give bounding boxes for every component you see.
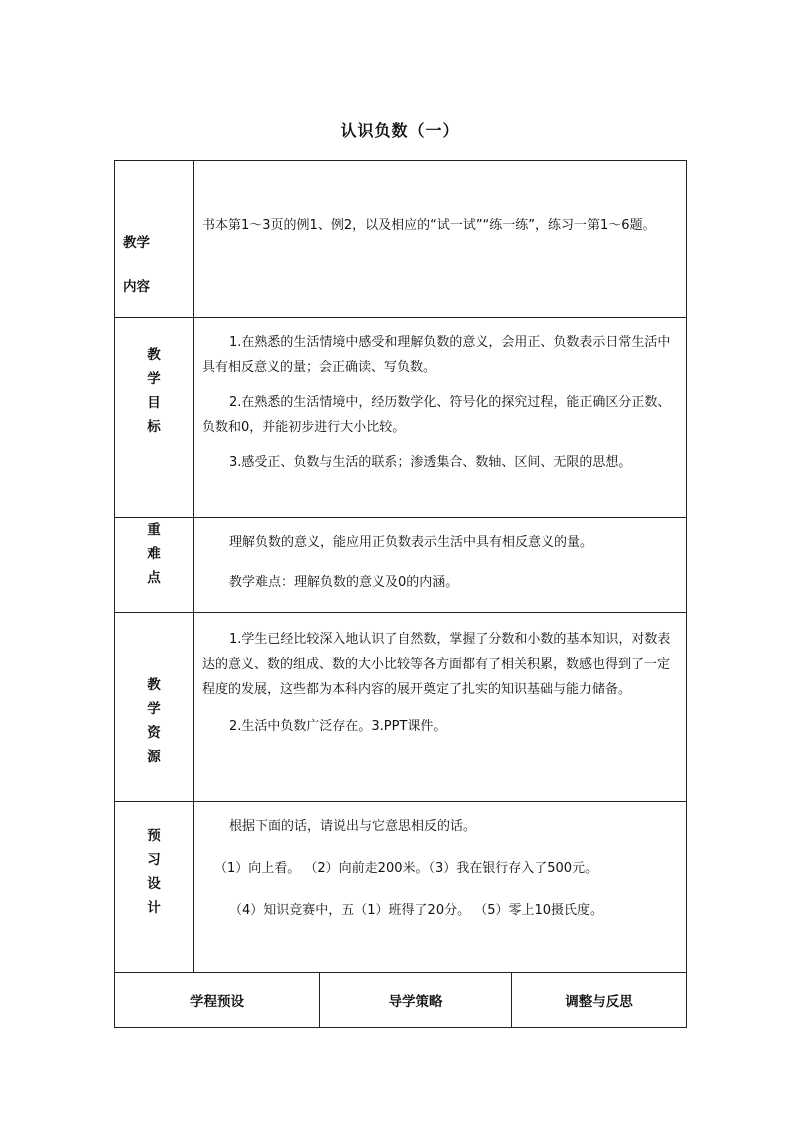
label-teaching-resources: 教 学 资 源 [115, 613, 194, 802]
teaching-goals-text: 1.在熟悉的生活情境中感受和理解负数的意义，会用正、负数表示日常生活中具有相反意义的量；会正确读、写负数。 2.在熟悉的生活情境中，经历数学化、符号化的探究过程，能正确区分正数、负数和0，并能初步进行大小比较。 3.感受正、负数与生活的联系；渗透集合、数轴、区间、无限的思想。 [194, 318, 687, 518]
row-footer-headers [115, 973, 687, 1028]
row-teaching-content [115, 161, 687, 318]
row-teaching-goals [115, 318, 687, 518]
label-preview-design: 预 习 设 计 [115, 802, 194, 973]
teaching-resources-text: 1.学生已经比较深入地认识了自然数，掌握了分数和小数的基本知识，对数表达的意义、数的组成、数的大小比较等各方面都有了相关积累，数感也得到了一定程度的发展，这些都为本科内容的展开奠定了扎实的知识基础与能力储备。 2.生活中负数广泛存在。3.PPT课件。 [194, 613, 687, 802]
lesson-plan-table [114, 160, 687, 1028]
teaching-content-text: 书本第1～3页的例1、例2，以及相应的“试一试”“练一练”，练习一第1～6题。 [194, 161, 687, 318]
header-guidance-strategy: 导学策略 [320, 973, 512, 1028]
label-teaching-goals: 教 学 目 标 [115, 318, 194, 518]
header-adjust-reflect: 调整与反思 [512, 973, 687, 1028]
preview-design-text: 根据下面的话，请说出与它意思相反的话。 （1）向上看。 （2）向前走200米。（3）我在银行存入了500元。 （4）知识竞赛中，五（1）班得了20分。 （5）零上10摄氏度。 [194, 802, 687, 973]
row-preview-design [115, 802, 687, 973]
row-key-points [115, 518, 687, 613]
row-teaching-resources [115, 613, 687, 802]
label-key-points: 重 难 点 [115, 518, 194, 613]
label-teaching-content: 教学 内容 [115, 161, 194, 318]
key-points-text: 理解负数的意义，能应用正负数表示生活中具有相反意义的量。 教学难点：理解负数的意义及0的内涵。 [194, 518, 687, 613]
header-course-preset: 学程预设 [115, 973, 320, 1028]
page-title: 认识负数（一） [340, 121, 460, 140]
